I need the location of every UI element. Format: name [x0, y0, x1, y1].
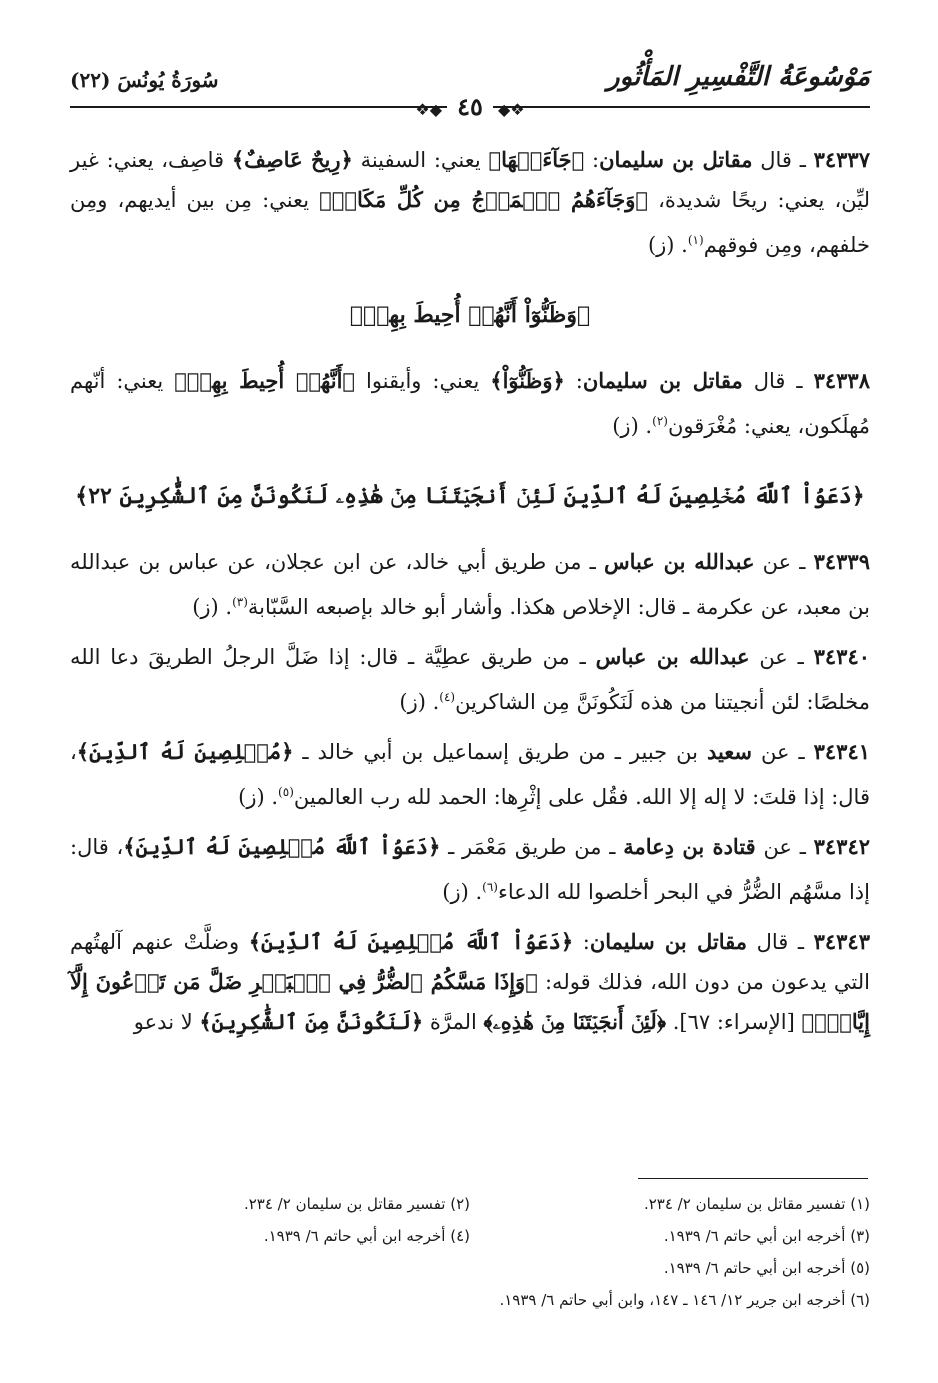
- footnote-ref[interactable]: (٥): [278, 785, 294, 799]
- text-run: ـ عن: [752, 740, 814, 764]
- verse-heading: ﴿وَظَنُّوٓاْ أَنَّهُمۡ أُحِيطَ بِهِمۡ﴾: [349, 302, 591, 328]
- hadith-number: ٣٤٣٣٨: [813, 368, 870, 393]
- narrator-name: مقاتل بن سليمان: [599, 147, 753, 172]
- text-run: ـ قال: [742, 369, 814, 393]
- narrator-name: قتادة بن دِعامة: [623, 834, 756, 859]
- text-run: . (ز): [612, 414, 653, 438]
- text-run: ، قال: إذا مسَّهُم الضُّرُّ في البحر أخلصوا لله الدعاء: [70, 835, 870, 904]
- footnote-2: (٢) تفسير مقاتل بن سليمان ٢/ ٢٣٤.: [243, 1195, 470, 1213]
- paragraph-34337: [70, 140, 870, 265]
- narrator-name: عبدالله بن عباس: [595, 644, 750, 669]
- narrator-name: سعيد: [706, 739, 753, 764]
- page-number-box: [70, 92, 870, 121]
- ornament-right-icon: ❖◆: [497, 100, 525, 119]
- narrator-name: عبدالله بن عباس: [603, 549, 755, 574]
- footnote-3: (٣) أخرجه ابن أبي حاتم ٦/ ١٩٣٩.: [663, 1227, 870, 1245]
- text-run: بن جبير ـ من طريق إسماعيل بن أبي خالد ـ: [293, 740, 707, 764]
- quran-quote: ﴿أَنَّهُمۡ أُحِيطَ بِهِمۡ﴾: [174, 368, 355, 393]
- text-run: . (ز): [238, 785, 279, 809]
- paragraph-34343: [70, 922, 870, 1042]
- footnote-row: [70, 1220, 870, 1252]
- surah-title: سُورَةُ يُونُسَ (٢٢): [70, 68, 219, 92]
- hadith-number: ٣٤٣٤٣: [813, 929, 870, 954]
- paragraph-34340: [70, 637, 870, 722]
- page-number: ٤٥: [447, 92, 493, 121]
- text-run: ـ من طريق أبي خالد، عن ابن عجلان، عن عباس بن عبدالله بن معبد، عن عكرمة ـ قال: الإخلاص هكذا. وأشار أبو خالد بإصبعه السَّبّابة: [70, 550, 870, 619]
- paragraph-34339: [70, 542, 870, 627]
- quran-quote: ﴿وَجَآءَهُمُ ٱلۡمَوۡجُ مِن كُلِّ مَكَانٖ﴾: [319, 187, 649, 212]
- hadith-number: ٣٤٣٤١: [813, 739, 871, 764]
- quran-quote: ﴿لَئِنۡ أَنجَيۡتَنَا مِنۡ هَٰذِهِۦ﴾: [483, 1009, 667, 1034]
- text-run: . (ز): [442, 880, 483, 904]
- main-text: [70, 140, 870, 1052]
- footnote-row: [70, 1284, 870, 1316]
- text-run: قاصِف، يعني: غير ليِّن، يعني: ريحًا شديدة،: [70, 148, 870, 212]
- verse-heading: ﴿دَعَوُاْ ٱللَّهَ مُخۡلِصِينَ لَهُ ٱلدِّينَ لَئِنۡ أَنجَيۡتَنَا مِنۡ هَٰذِهِۦ لَنَكُونَنَّ مِنَ ٱلشَّٰكِرِينَ ٢٢﴾: [75, 483, 865, 509]
- paragraph-34342: [70, 827, 870, 912]
- quran-quote: ﴿جَآءَتۡهَا﴾: [488, 147, 585, 172]
- paragraph-34338: [70, 361, 870, 446]
- footnote-6: (٦) أخرجه ابن جرير ١٢/ ١٤٦ ـ ١٤٧، وابن أبي حاتم ٦/ ١٩٣٩.: [499, 1291, 870, 1309]
- book-title: مَوْسُوعَةُ التَّفْسِيرِ المَأْثُور: [607, 62, 870, 92]
- text-run: ـ قال: [752, 148, 814, 172]
- text-run: ـ عن: [749, 645, 814, 669]
- hadith-number: ٣٤٣٤٢: [813, 834, 871, 859]
- footnote-1: (١) تفسير مقاتل بن سليمان ٢/ ٢٣٤.: [643, 1195, 870, 1213]
- hadith-number: ٣٤٣٣٧: [813, 147, 870, 172]
- quran-quote: ﴿دَعَوُاْ ٱللَّهَ مُخۡلِصِينَ لَهُ ٱلدِّينَ﴾: [123, 834, 441, 859]
- quran-quote: ﴿رِيحٌ عَاصِفٌ﴾: [231, 147, 353, 172]
- hadith-number: ٣٤٣٣٩: [813, 549, 870, 574]
- text-run: :: [564, 369, 583, 393]
- text-run: ـ عن: [754, 550, 814, 574]
- quran-quote: ﴿وَإِذَا مَسَّكُمُ ٱلضُّرُّ فِي ٱلۡبَحۡرِ ضَلَّ مَن تَدۡعُونَ إِلَّآ إِيَّاهُۖ﴾: [70, 969, 870, 1034]
- text-run: . (ز): [192, 595, 233, 619]
- text-run: المرَّة: [423, 1010, 484, 1034]
- text-run: يعني: أنّهم مُهلَكون، يعني: مُغْرَقون: [70, 369, 870, 438]
- footnote-ref[interactable]: (٢): [652, 414, 668, 428]
- text-run: يعني: وأيقنوا: [355, 369, 491, 393]
- text-run: ـ قال: [746, 930, 814, 954]
- quran-quote: ﴿لَنَكُونَنَّ مِنَ ٱلشَّٰكِرِينَ﴾: [199, 1009, 424, 1034]
- page-header: [70, 62, 870, 122]
- quran-quote: ﴿مُخۡلِصِينَ لَهُ ٱلدِّينَ﴾: [76, 739, 294, 764]
- text-run: لا ندعو: [133, 1010, 200, 1034]
- narrator-name: مقاتل بن سليمان: [582, 368, 743, 393]
- ornament-left-icon: ◆❖: [415, 100, 443, 119]
- footnote-5: (٥) أخرجه ابن أبي حاتم ٦/ ١٩٣٩.: [663, 1259, 870, 1277]
- footnote-divider: [638, 1178, 868, 1179]
- text-run: :: [584, 148, 600, 172]
- text-run: وضلَّتْ عنهم آلهتُهم التي يدعون من دون الله، فذلك قوله:: [70, 930, 870, 994]
- text-run: يعني: السفينة: [352, 148, 489, 172]
- footnote-ref[interactable]: (٦): [482, 880, 498, 894]
- footnote-4: (٤) أخرجه ابن أبي حاتم ٦/ ١٩٣٩.: [263, 1227, 470, 1245]
- text-run: يعني: مِن بين أيديهم، ومِن خلفهم، ومِن فوقهم: [70, 188, 870, 257]
- text-run: ـ من طريق مَعْمَر ـ: [440, 835, 624, 859]
- text-run: ، قال: إذا قلتَ: لا إله إلا الله. فقُل على إثْرِها: الحمد لله رب العالمين: [70, 740, 870, 809]
- text-run: ـ من طريق عطِيَّة ـ قال: إذا ضَلَّ الرجلُ الطريقَ دعا الله مخلصًا: لئن أنجيتنا من هذه لَنَكُونَنَّ مِن الشاكرين: [70, 645, 870, 714]
- footnotes: [70, 1188, 870, 1316]
- footnote-ref[interactable]: (٣): [232, 595, 248, 609]
- text-run: ـ عن: [755, 835, 814, 859]
- hadith-number: ٣٤٣٤٠: [813, 644, 871, 669]
- footnote-ref[interactable]: (١): [687, 233, 704, 247]
- text-run: . (ز): [647, 233, 688, 257]
- quran-quote: ﴿دَعَوُاْ ٱللَّهَ مُخۡلِصِينَ لَهُ ٱلدِّينَ﴾: [248, 929, 574, 954]
- footnote-ref[interactable]: (٤): [439, 690, 456, 704]
- footnote-row: [70, 1252, 870, 1284]
- paragraph-34341: [70, 732, 870, 817]
- text-run: . (ز): [399, 690, 440, 714]
- text-run: [الإسراء: ٦٧].: [666, 1010, 802, 1034]
- footnote-row: [70, 1188, 870, 1220]
- text-run: :: [573, 930, 590, 954]
- narrator-name: مقاتل بن سليمان: [589, 929, 747, 954]
- quran-quote: ﴿وَظَنُّوٓاْ﴾: [490, 368, 565, 393]
